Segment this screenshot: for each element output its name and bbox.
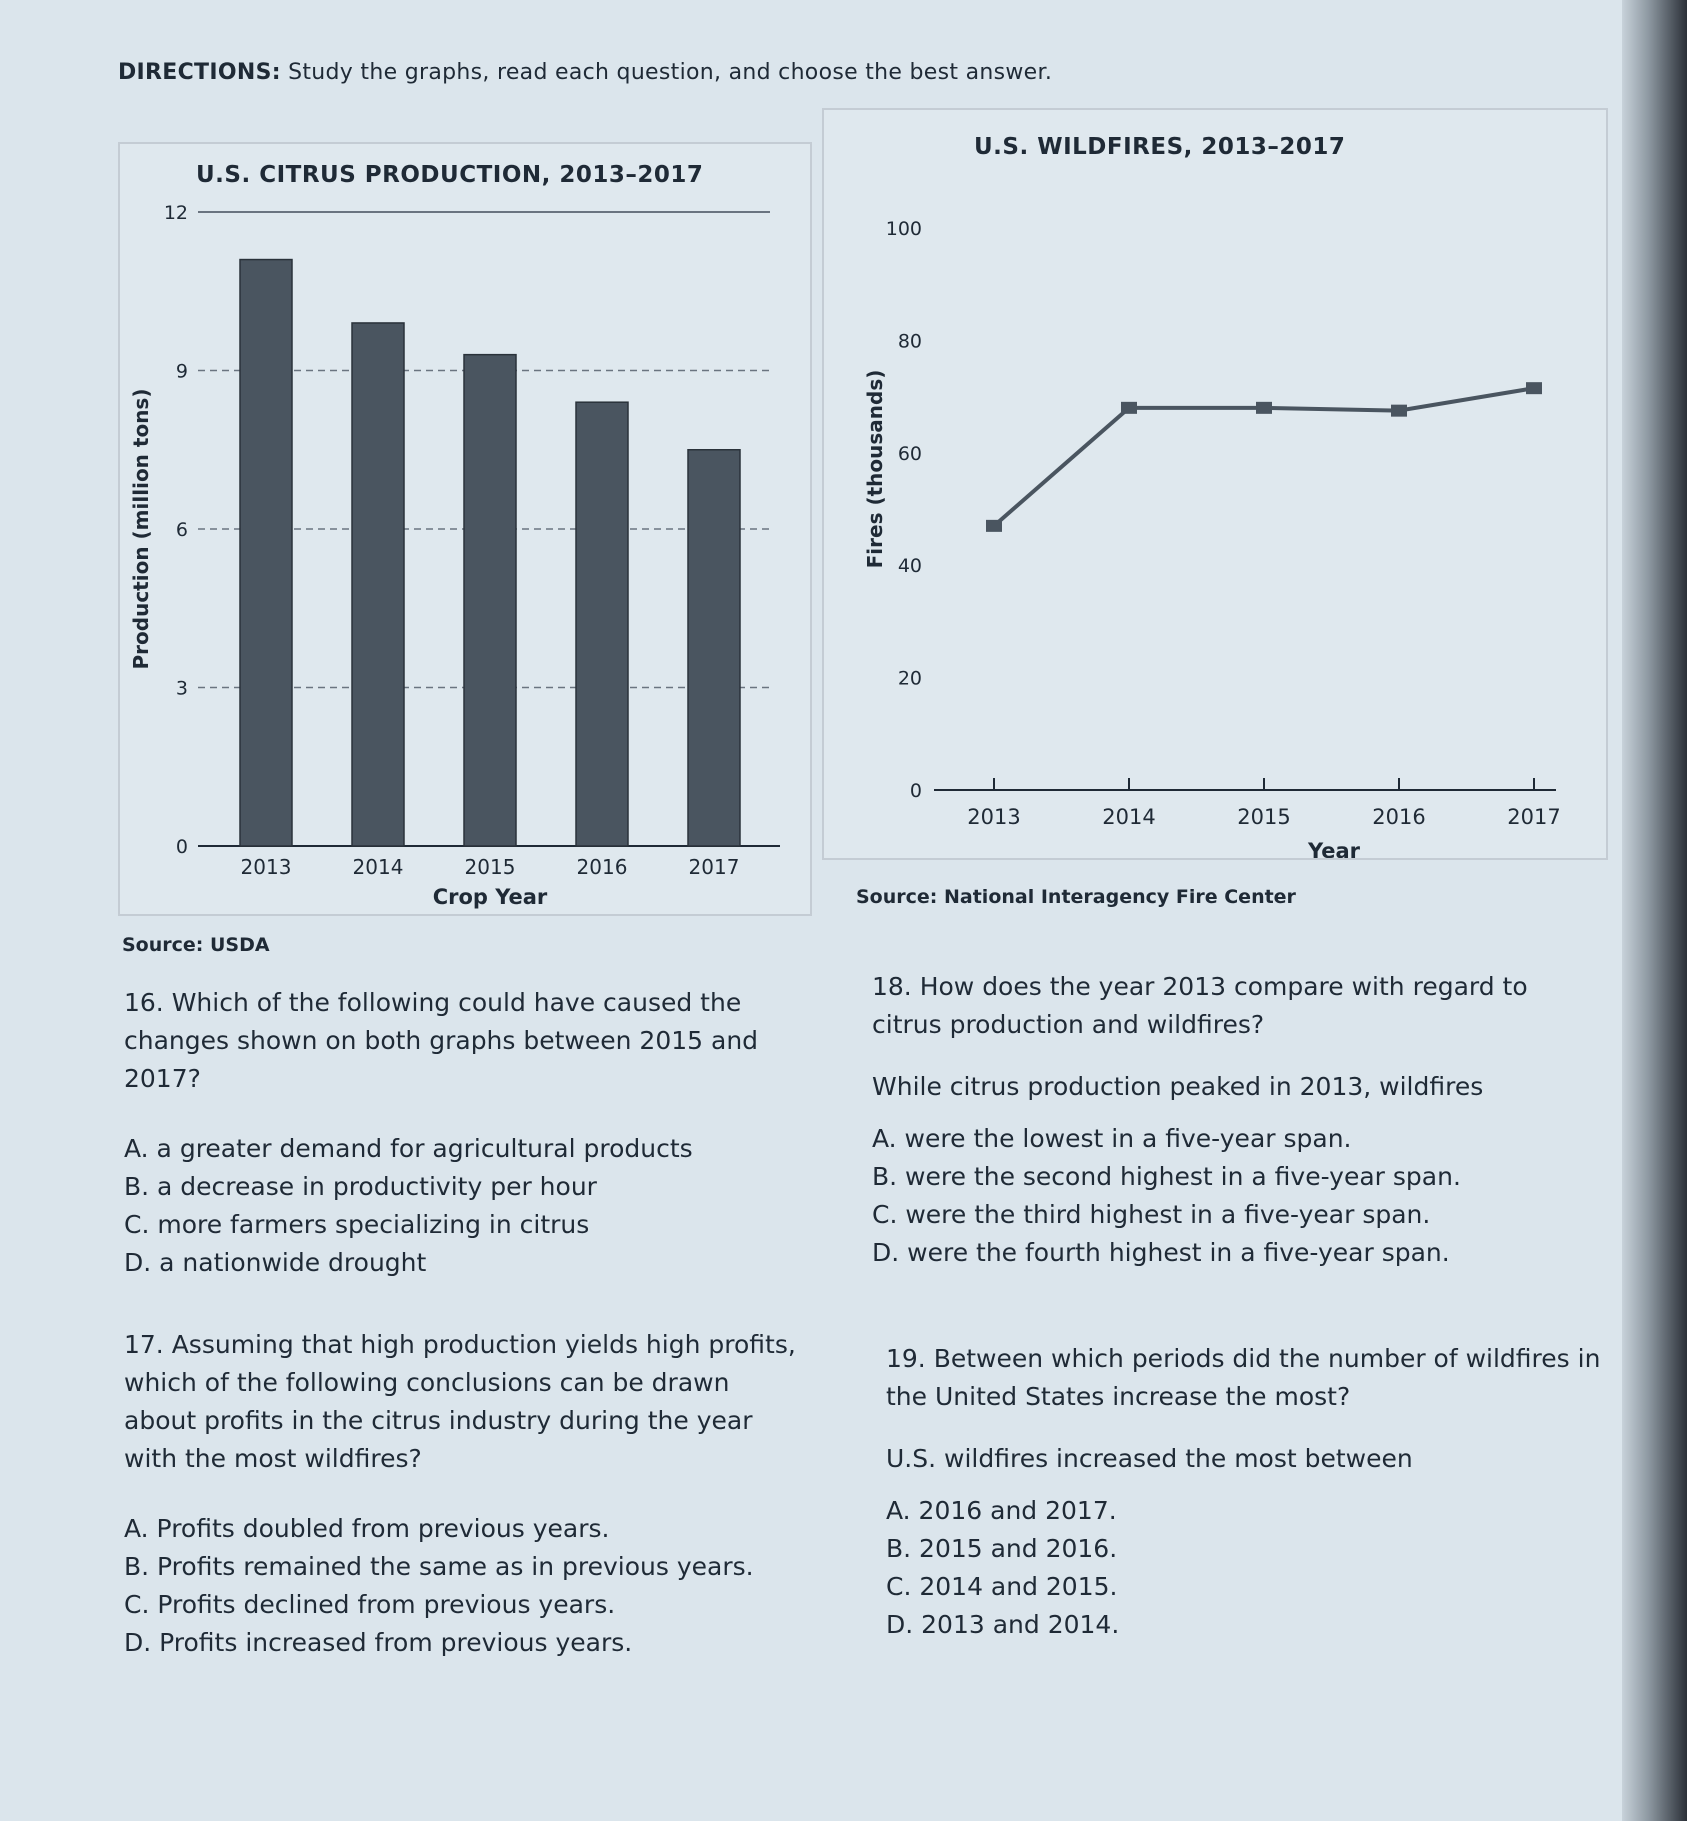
question-16: [124, 984, 804, 1282]
question-19-stem: 19. Between which periods did the number of wildfires in the United States increase the most?: [886, 1344, 1601, 1411]
question-17-option-b[interactable]: B. Profits remained the same as in previous years.: [124, 1552, 754, 1581]
question-19-option-c[interactable]: C. 2014 and 2015.: [886, 1572, 1118, 1601]
question-17-option-a[interactable]: A. Profits doubled from previous years.: [124, 1514, 610, 1543]
question-17: [124, 1326, 804, 1662]
y-tick-label: 60: [897, 442, 922, 465]
question-16-option-a[interactable]: A. a greater demand for agricultural products: [124, 1134, 693, 1163]
question-18-option-c[interactable]: C. were the third highest in a five-year span.: [872, 1200, 1431, 1229]
question-19-option-b[interactable]: B. 2015 and 2016.: [886, 1534, 1118, 1563]
question-19-lead: U.S. wildfires increased the most between: [886, 1444, 1413, 1473]
bar-2015: [464, 355, 516, 846]
x-tick-label: 2017: [1507, 805, 1561, 829]
wildfire-line-chart: [824, 110, 1606, 858]
directions: [118, 60, 1052, 85]
question-17-option-d[interactable]: D. Profits increased from previous years.: [124, 1628, 633, 1657]
question-18: [872, 968, 1602, 1272]
point-2017: [1526, 382, 1542, 394]
point-2015: [1256, 402, 1272, 414]
x-tick-label: 2016: [576, 855, 628, 879]
wildfire-chart-title: U.S. WILDFIRES, 2013–2017: [974, 134, 1346, 160]
y-tick-label: 20: [897, 667, 922, 690]
x-tick-label: 2014: [352, 855, 404, 879]
y-tick-label: 0: [175, 836, 188, 858]
x-tick-label: 2015: [1237, 805, 1291, 829]
x-tick-label: 2013: [967, 805, 1021, 829]
question-16-option-c[interactable]: C. more farmers specializing in citrus: [124, 1210, 590, 1239]
page-edge-shadow: [1622, 0, 1687, 1821]
question-17-stem: 17. Assuming that high production yields high profits, which of the following conclusions can be drawn about profits in the citrus industry during the year with the most wildfires?: [124, 1330, 796, 1473]
question-16-option-d[interactable]: D. a nationwide drought: [124, 1248, 427, 1277]
question-16-option-b[interactable]: B. a decrease in productivity per hour: [124, 1172, 597, 1201]
directions-label: DIRECTIONS:: [118, 60, 281, 85]
bar-2017: [688, 450, 740, 846]
wildfire-source: Source: National Interagency Fire Center: [856, 886, 1296, 908]
point-2014: [1121, 402, 1137, 414]
citrus-chart-title: U.S. CITRUS PRODUCTION, 2013–2017: [196, 162, 704, 188]
x-tick-label: 2014: [1102, 805, 1156, 829]
question-16-stem: 16. Which of the following could have caused the changes shown on both graphs between 2015 and 2017?: [124, 988, 759, 1093]
y-tick-label: 9: [175, 360, 188, 383]
y-axis-label: Production (million tons): [129, 388, 153, 670]
question-19-option-a[interactable]: A. 2016 and 2017.: [886, 1496, 1117, 1525]
x-axis-label: Crop Year: [432, 885, 548, 909]
y-tick-label: 100: [885, 218, 922, 240]
x-axis-label: Year: [1307, 839, 1361, 858]
question-19: [886, 1340, 1606, 1644]
question-19-option-d[interactable]: D. 2013 and 2014.: [886, 1610, 1120, 1639]
citrus-source: Source: USDA: [122, 934, 270, 956]
question-18-option-d[interactable]: D. were the fourth highest in a five-year span.: [872, 1238, 1450, 1267]
x-tick-label: 2016: [1372, 805, 1426, 829]
point-2016: [1391, 405, 1407, 417]
wildfire-chart-box: [822, 108, 1608, 860]
x-tick-label: 2017: [688, 855, 740, 879]
y-tick-label: 80: [897, 330, 922, 353]
citrus-chart-box: [118, 142, 812, 916]
x-tick-label: 2013: [240, 855, 292, 879]
y-tick-label: 12: [163, 202, 188, 224]
y-tick-label: 0: [909, 780, 922, 802]
bar-2016: [576, 402, 628, 846]
y-tick-label: 40: [897, 555, 922, 578]
question-17-option-c[interactable]: C. Profits declined from previous years.: [124, 1590, 616, 1619]
bar-2013: [240, 260, 292, 846]
citrus-bar-chart: [120, 144, 810, 914]
y-tick-label: 6: [175, 519, 188, 541]
question-18-option-b[interactable]: B. were the second highest in a five-year span.: [872, 1162, 1461, 1191]
x-tick-label: 2015: [464, 855, 516, 879]
y-axis-label: Fires (thousands): [863, 369, 887, 569]
y-tick-label: 3: [175, 677, 188, 700]
bar-2014: [352, 323, 404, 846]
directions-text: Study the graphs, read each question, and choose the best answer.: [288, 60, 1053, 85]
question-18-stem: 18. How does the year 2013 compare with regard to citrus production and wildfires?: [872, 972, 1528, 1039]
question-18-option-a[interactable]: A. were the lowest in a five-year span.: [872, 1124, 1352, 1153]
question-18-lead: While citrus production peaked in 2013, wildfires: [872, 1072, 1484, 1101]
point-2013: [986, 520, 1002, 532]
